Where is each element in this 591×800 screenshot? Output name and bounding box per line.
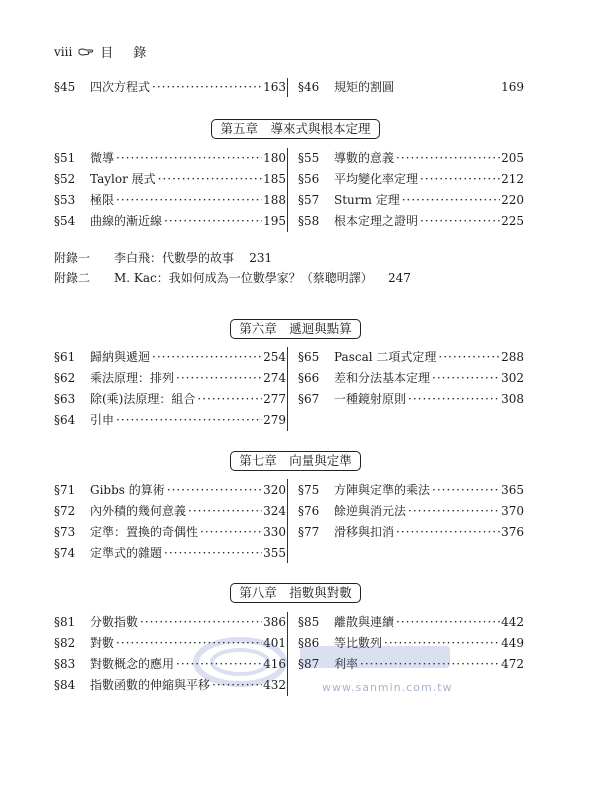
- section-title: 引申: [90, 413, 115, 427]
- leader-dots: [116, 634, 262, 653]
- toc-entry[interactable]: [54, 411, 286, 430]
- page-ref: 302: [501, 371, 524, 385]
- section-number: §63: [54, 392, 76, 406]
- running-head-title: 目 錄: [100, 46, 155, 61]
- page-ref: 225: [501, 214, 524, 228]
- toc-entry[interactable]: [54, 369, 286, 388]
- section-title: 指數函數的伸縮與平移: [90, 678, 211, 692]
- section-title: 規矩的割圓: [334, 80, 395, 94]
- section-number: §57: [298, 193, 320, 207]
- section-title: 曲線的漸近線: [90, 214, 163, 228]
- toc-row: [54, 390, 524, 409]
- section-number: §86: [298, 636, 320, 650]
- section-title: 平均變化率定理: [334, 172, 419, 186]
- section-title: 乘法原理：排列: [90, 371, 175, 385]
- section-title: 定準式的雜題: [90, 546, 163, 560]
- section-title: 等比數列: [334, 636, 383, 650]
- watermark-url: www.sanmin.com.tw: [322, 681, 453, 694]
- leader-dots: [432, 481, 500, 500]
- toc-entry[interactable]: [298, 390, 524, 409]
- toc-row: [54, 544, 524, 563]
- running-head: [54, 42, 154, 61]
- toc-row: [54, 634, 524, 653]
- section-title: 對數: [90, 636, 115, 650]
- toc-row: [54, 149, 524, 168]
- page-ref: 274: [263, 371, 286, 385]
- section-title: 利率: [334, 657, 359, 671]
- section-number: §65: [298, 350, 320, 364]
- page-ref: 247: [388, 271, 411, 285]
- section-title: 餘逆與消元法: [334, 504, 407, 518]
- section-number: §75: [298, 483, 320, 497]
- page-ref: 205: [501, 151, 524, 165]
- toc-entry[interactable]: [298, 613, 524, 632]
- chapter-title[interactable]: 第八章 指數與對數: [230, 583, 361, 603]
- section-number: §52: [54, 172, 76, 186]
- leader-dots: [164, 544, 262, 563]
- column-divider: [287, 78, 288, 97]
- page-ref: 416: [263, 657, 286, 671]
- toc-entry[interactable]: [54, 613, 286, 632]
- chapter-heading: [0, 582, 591, 602]
- page-ref: 386: [263, 615, 286, 629]
- page-ref: 442: [501, 615, 524, 629]
- section-number: §84: [54, 678, 76, 692]
- leader-dots: [420, 212, 500, 231]
- chapter-heading: [0, 450, 591, 470]
- leader-dots: [116, 411, 262, 430]
- leader-dots: [158, 170, 262, 189]
- page-ref: 212: [501, 172, 524, 186]
- section-number: §45: [54, 80, 76, 94]
- section-number: §87: [298, 657, 320, 671]
- section-title: 方陣與定準的乘法: [334, 483, 431, 497]
- appendix-label: 附錄二: [54, 271, 91, 285]
- leader-dots: [438, 348, 500, 367]
- chapter-heading: [0, 318, 591, 338]
- leader-dots: [408, 502, 500, 521]
- toc-row: [54, 348, 524, 367]
- page-ref: 365: [501, 483, 524, 497]
- page-ref: 355: [263, 546, 286, 560]
- toc-row: [54, 411, 524, 430]
- toc-entry[interactable]: [298, 502, 524, 521]
- page-ref: 288: [501, 350, 524, 364]
- section-title: Taylor 展式: [90, 172, 156, 186]
- leader-dots: [116, 149, 262, 168]
- appendix-title: 李白飛：代數學的故事: [114, 251, 235, 265]
- toc-entry[interactable]: [298, 481, 524, 500]
- appendix-entry[interactable]: [54, 269, 411, 287]
- toc-entry[interactable]: [54, 502, 286, 521]
- page-ref: 401: [263, 636, 286, 650]
- section-title: Sturm 定理: [334, 193, 400, 207]
- section-number: §71: [54, 483, 76, 497]
- page-ref: 279: [263, 413, 286, 427]
- appendix-label: 附錄一: [54, 251, 91, 265]
- leader-dots: [396, 613, 500, 632]
- leader-dots: [152, 78, 262, 97]
- toc-row: [54, 523, 524, 542]
- leader-dots: [152, 348, 262, 367]
- leader-dots: [176, 655, 262, 674]
- section-number: §81: [54, 615, 76, 629]
- page-ref: 432: [263, 678, 286, 692]
- page-ref: 376: [501, 525, 524, 539]
- section-title: 微導: [90, 151, 115, 165]
- page-ref: 231: [249, 251, 273, 265]
- section-title: 一種鏡射原則: [334, 392, 407, 406]
- leader-dots: [402, 191, 500, 210]
- section-title: 導數的意義: [334, 151, 395, 165]
- toc-entry[interactable]: [54, 390, 286, 409]
- section-number: §77: [298, 525, 320, 539]
- page-ref: 449: [501, 636, 524, 650]
- section-number: §62: [54, 371, 76, 385]
- leader-dots: [212, 676, 262, 695]
- toc-row: [54, 369, 524, 388]
- page-ref: 324: [263, 504, 286, 518]
- toc-entry[interactable]: [298, 78, 524, 97]
- leader-dots: [176, 369, 262, 388]
- toc-entry[interactable]: [298, 369, 524, 388]
- toc-row: [54, 676, 524, 695]
- leader-dots: [167, 481, 262, 500]
- toc-entry[interactable]: [54, 170, 286, 189]
- section-title: 歸納與遞迴: [90, 350, 151, 364]
- page-ref: 195: [263, 214, 286, 228]
- section-number: §64: [54, 413, 76, 427]
- section-number: §73: [54, 525, 76, 539]
- toc-row: [54, 191, 524, 210]
- section-number: §51: [54, 151, 76, 165]
- section-title: 分數指數: [90, 615, 139, 629]
- toc-entry[interactable]: [298, 634, 524, 653]
- leader-dots: [396, 523, 500, 542]
- leader-dots: [188, 502, 262, 521]
- section-number: §72: [54, 504, 76, 518]
- toc-row: [54, 78, 524, 97]
- section-title: Gibbs 的算術: [90, 483, 165, 497]
- toc-entry[interactable]: [54, 676, 286, 695]
- page-ref: 220: [501, 193, 524, 207]
- toc-entry[interactable]: [298, 523, 524, 542]
- page-ref: 277: [263, 392, 286, 406]
- toc-entry[interactable]: [54, 655, 286, 674]
- toc-entry[interactable]: [54, 212, 286, 231]
- section-title: 極限: [90, 193, 115, 207]
- chapter-title[interactable]: 第五章 導來式與根本定理: [211, 119, 379, 139]
- toc-row: [54, 502, 524, 521]
- section-title: 對數概念的應用: [90, 657, 175, 671]
- section-title: 離散與連續: [334, 615, 395, 629]
- page-ref: 188: [263, 193, 286, 207]
- section-title: 滑移與扣消: [334, 525, 395, 539]
- page-ref: 472: [501, 657, 524, 671]
- toc-entry[interactable]: [298, 655, 524, 674]
- toc-entry[interactable]: [54, 348, 286, 367]
- section-title: 定準：置換的奇偶性: [90, 525, 199, 539]
- section-number: §74: [54, 546, 76, 560]
- page-ref: 254: [263, 350, 286, 364]
- appendix-entry[interactable]: [54, 249, 272, 267]
- page-ref: 308: [501, 392, 524, 406]
- toc-entry[interactable]: [298, 348, 524, 367]
- toc-entry[interactable]: [54, 481, 286, 500]
- section-number: §46: [298, 80, 320, 94]
- section-number: §55: [298, 151, 320, 165]
- page-number: viii: [54, 44, 73, 59]
- page-ref: 169: [501, 80, 524, 94]
- section-title: 除(乘)法原理：組合: [90, 392, 196, 406]
- section-title: Pascal 二項式定理: [334, 350, 437, 364]
- toc-entry[interactable]: [298, 191, 524, 210]
- section-number: §56: [298, 172, 320, 186]
- page-ref: 185: [263, 172, 286, 186]
- leader-dots: [420, 170, 500, 189]
- toc-entry[interactable]: [54, 634, 286, 653]
- toc-entry[interactable]: [54, 191, 286, 210]
- chapter-title[interactable]: 第七章 向量與定準: [230, 451, 361, 471]
- section-title: 內外積的幾何意義: [90, 504, 187, 518]
- section-number: §85: [298, 615, 320, 629]
- section-title: 根本定理之證明: [334, 214, 419, 228]
- leader-dots: [360, 655, 500, 674]
- toc-entry[interactable]: [54, 78, 286, 97]
- chapter-heading: [0, 118, 591, 138]
- pointing-hand-icon: [78, 47, 94, 57]
- section-number: §82: [54, 636, 76, 650]
- toc-row: [54, 655, 524, 674]
- toc-entry[interactable]: [54, 523, 286, 542]
- appendix-title: M. Kac：我如何成為一位數學家？（蔡聰明譯）: [114, 271, 373, 285]
- page-ref: 370: [501, 504, 524, 518]
- leader-dots: [164, 212, 262, 231]
- section-number: §54: [54, 214, 76, 228]
- chapter-title[interactable]: 第六章 遞迴與點算: [230, 319, 361, 339]
- section-title: 差和分法基本定理: [334, 371, 431, 385]
- page-ref: 320: [263, 483, 286, 497]
- section-number: §66: [298, 371, 320, 385]
- leader-dots: [432, 369, 500, 388]
- section-number: §53: [54, 193, 76, 207]
- toc-entry[interactable]: [298, 212, 524, 231]
- toc-row: [54, 170, 524, 189]
- leader-dots: [197, 390, 262, 409]
- section-number: §83: [54, 657, 76, 671]
- leader-dots: [200, 523, 262, 542]
- leader-dots: [396, 149, 500, 168]
- section-title: 四次方程式: [90, 80, 151, 94]
- toc-entry[interactable]: [54, 149, 286, 168]
- leader-dots: [116, 191, 262, 210]
- toc-entry[interactable]: [54, 544, 286, 563]
- section-number: §61: [54, 350, 76, 364]
- toc-row: [54, 481, 524, 500]
- leader-dots: [140, 613, 262, 632]
- leader-dots: [384, 634, 500, 653]
- page-ref: 180: [263, 151, 286, 165]
- page-ref: 330: [263, 525, 286, 539]
- page-ref: 163: [263, 80, 286, 94]
- toc-row: [54, 613, 524, 632]
- toc-entry[interactable]: [298, 170, 524, 189]
- toc-row: [54, 212, 524, 231]
- leader-dots: [408, 390, 500, 409]
- toc-entry[interactable]: [298, 149, 524, 168]
- section-number: §58: [298, 214, 320, 228]
- section-number: §76: [298, 504, 320, 518]
- section-number: §67: [298, 392, 320, 406]
